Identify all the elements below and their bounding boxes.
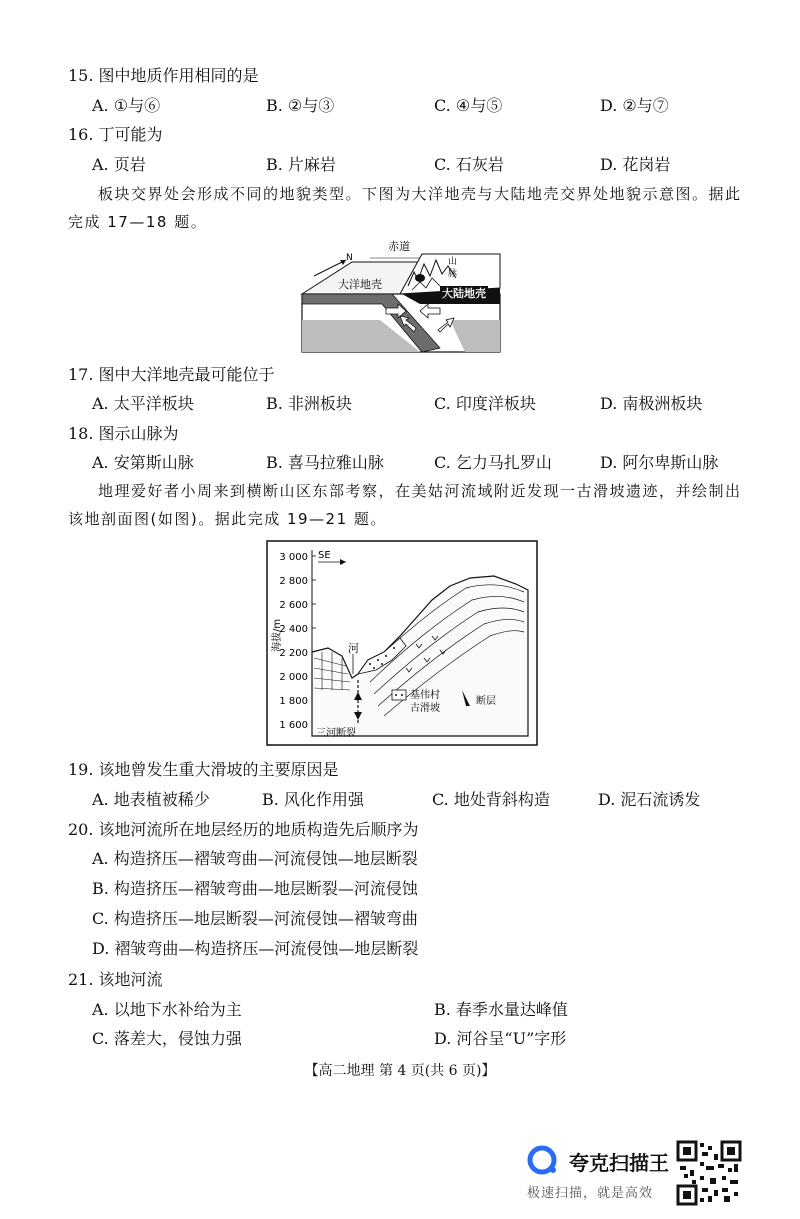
q17-option-d: D. 南极洲板块 bbox=[600, 394, 703, 413]
q15-option-c: C. ④与⑤ bbox=[434, 96, 503, 115]
continent-crust-label: 大陆地壳 bbox=[442, 287, 486, 300]
page-footer: 【高二地理 第 4 页(共 6 页)】 bbox=[304, 1063, 496, 1079]
q20-option-d: D. 褶皱弯曲—构造挤压—河流侵蚀—地层断裂 bbox=[92, 939, 419, 958]
scanner-brand-slogan: 极速扫描，就是高效 bbox=[527, 1186, 654, 1201]
q16-option-b: B. 片麻岩 bbox=[266, 155, 336, 174]
q19-option-d: D. 泥石流诱发 bbox=[598, 790, 701, 809]
y-tick-label: 2 000 bbox=[279, 672, 308, 683]
qr-code-icon bbox=[676, 1140, 742, 1206]
q21-option-d: D. 河谷呈“U”字形 bbox=[434, 1029, 567, 1048]
question-15-stem: 15. 图中地质作用相同的是 bbox=[68, 66, 259, 85]
y-tick-label: 2 400 bbox=[279, 624, 308, 635]
intro-19-21-text: 地理爱好者小周来到横断山区东部考察，在美姑河流域附近发现一古滑坡遗迹，并绘制出该地剖面图(如图)。据此完成 19—21 题。 bbox=[68, 482, 742, 528]
q21-option-c: C. 落差大，侵蚀力强 bbox=[92, 1029, 242, 1048]
question-20-stem: 20. 该地河流所在地层经历的地质构造先后顺序为 bbox=[68, 820, 419, 839]
equator-label: 赤道 bbox=[388, 240, 410, 253]
q15-option-a: A. ①与⑥ bbox=[92, 96, 161, 115]
mountain-label-1: 山 bbox=[448, 257, 458, 267]
q18-option-a: A. 安第斯山脉 bbox=[92, 453, 194, 472]
legend-slide-label-line2: 古滑坡 bbox=[410, 703, 440, 714]
ocean-crust-label: 大洋地壳 bbox=[338, 278, 382, 291]
y-tick-label: 2 200 bbox=[279, 648, 308, 659]
q15-option-d: D. ②与⑦ bbox=[600, 96, 669, 115]
question-16-stem: 16. 丁可能为 bbox=[68, 125, 163, 144]
question-17-stem: 17. 图中大洋地壳最可能位于 bbox=[68, 365, 275, 384]
q17-option-a: A. 太平洋板块 bbox=[92, 394, 194, 413]
scanner-logo-icon bbox=[527, 1145, 561, 1175]
q20-option-c: C. 构造挤压—地层断裂—河流侵蚀—褶皱弯曲 bbox=[92, 909, 418, 928]
q21-option-a: A. 以地下水补给为主 bbox=[92, 1000, 242, 1019]
north-label: N bbox=[346, 253, 353, 263]
y-tick-label: 2 800 bbox=[279, 576, 308, 587]
q16-option-a: A. 页岩 bbox=[92, 155, 146, 174]
mountain-label-2: 脉 bbox=[448, 269, 458, 279]
legend-slide-swatch bbox=[392, 690, 406, 700]
river-label: 河 bbox=[348, 642, 359, 655]
q18-option-c: C. 乞力马扎罗山 bbox=[434, 453, 552, 472]
y-axis-label: 海拔/m bbox=[272, 618, 283, 652]
q19-option-a: A. 地表植被稀少 bbox=[92, 790, 210, 809]
q17-option-c: C. 印度洋板块 bbox=[434, 394, 536, 413]
q15-option-b: B. ②与③ bbox=[266, 96, 335, 115]
volcano-icon bbox=[415, 274, 425, 282]
y-tick-label: 3 000 bbox=[279, 552, 308, 563]
q18-option-d: D. 阿尔卑斯山脉 bbox=[600, 453, 719, 472]
plate-boundary-figure bbox=[300, 238, 510, 356]
q21-option-b: B. 春季水量达峰值 bbox=[434, 1000, 568, 1019]
legend-slide-label-line1: 基伟村 bbox=[410, 690, 440, 701]
q16-option-c: C. 石灰岩 bbox=[434, 155, 504, 174]
landslide-profile-figure bbox=[266, 540, 538, 746]
y-tick-label: 1 800 bbox=[279, 696, 308, 707]
q17-option-b: B. 非洲板块 bbox=[266, 394, 352, 413]
question-21-stem: 21. 该地河流 bbox=[68, 970, 163, 989]
y-tick-label: 1 600 bbox=[279, 720, 308, 731]
question-19-stem: 19. 该地曾发生重大滑坡的主要原因是 bbox=[68, 760, 339, 779]
y-tick-label: 2 600 bbox=[279, 600, 308, 611]
legend-fault-label: 断层 bbox=[476, 696, 496, 707]
scanner-watermark bbox=[525, 1145, 669, 1205]
scanner-brand-name: 夸克扫描王 bbox=[569, 1151, 669, 1175]
direction-label: SE bbox=[318, 550, 331, 561]
intro-17-18-text: 板块交界处会形成不同的地貌类型。下图为大洋地壳与大陆地壳交界处地貌示意图。据此完成 17—18 题。 bbox=[68, 185, 742, 231]
fault-name-label: 三河断裂 bbox=[316, 728, 356, 739]
q19-option-c: C. 地处背斜构造 bbox=[432, 790, 550, 809]
q20-option-b: B. 构造挤压—褶皱弯曲—地层断裂—河流侵蚀 bbox=[92, 879, 418, 898]
q20-option-a: A. 构造挤压—褶皱弯曲—河流侵蚀—地层断裂 bbox=[92, 849, 418, 868]
question-18-stem: 18. 图示山脉为 bbox=[68, 424, 179, 443]
q19-option-b: B. 风化作用强 bbox=[262, 790, 364, 809]
intro-19-21 bbox=[68, 477, 748, 533]
q18-option-b: B. 喜马拉雅山脉 bbox=[266, 453, 384, 472]
q16-option-d: D. 花岗岩 bbox=[600, 155, 671, 174]
intro-17-18 bbox=[68, 180, 748, 236]
